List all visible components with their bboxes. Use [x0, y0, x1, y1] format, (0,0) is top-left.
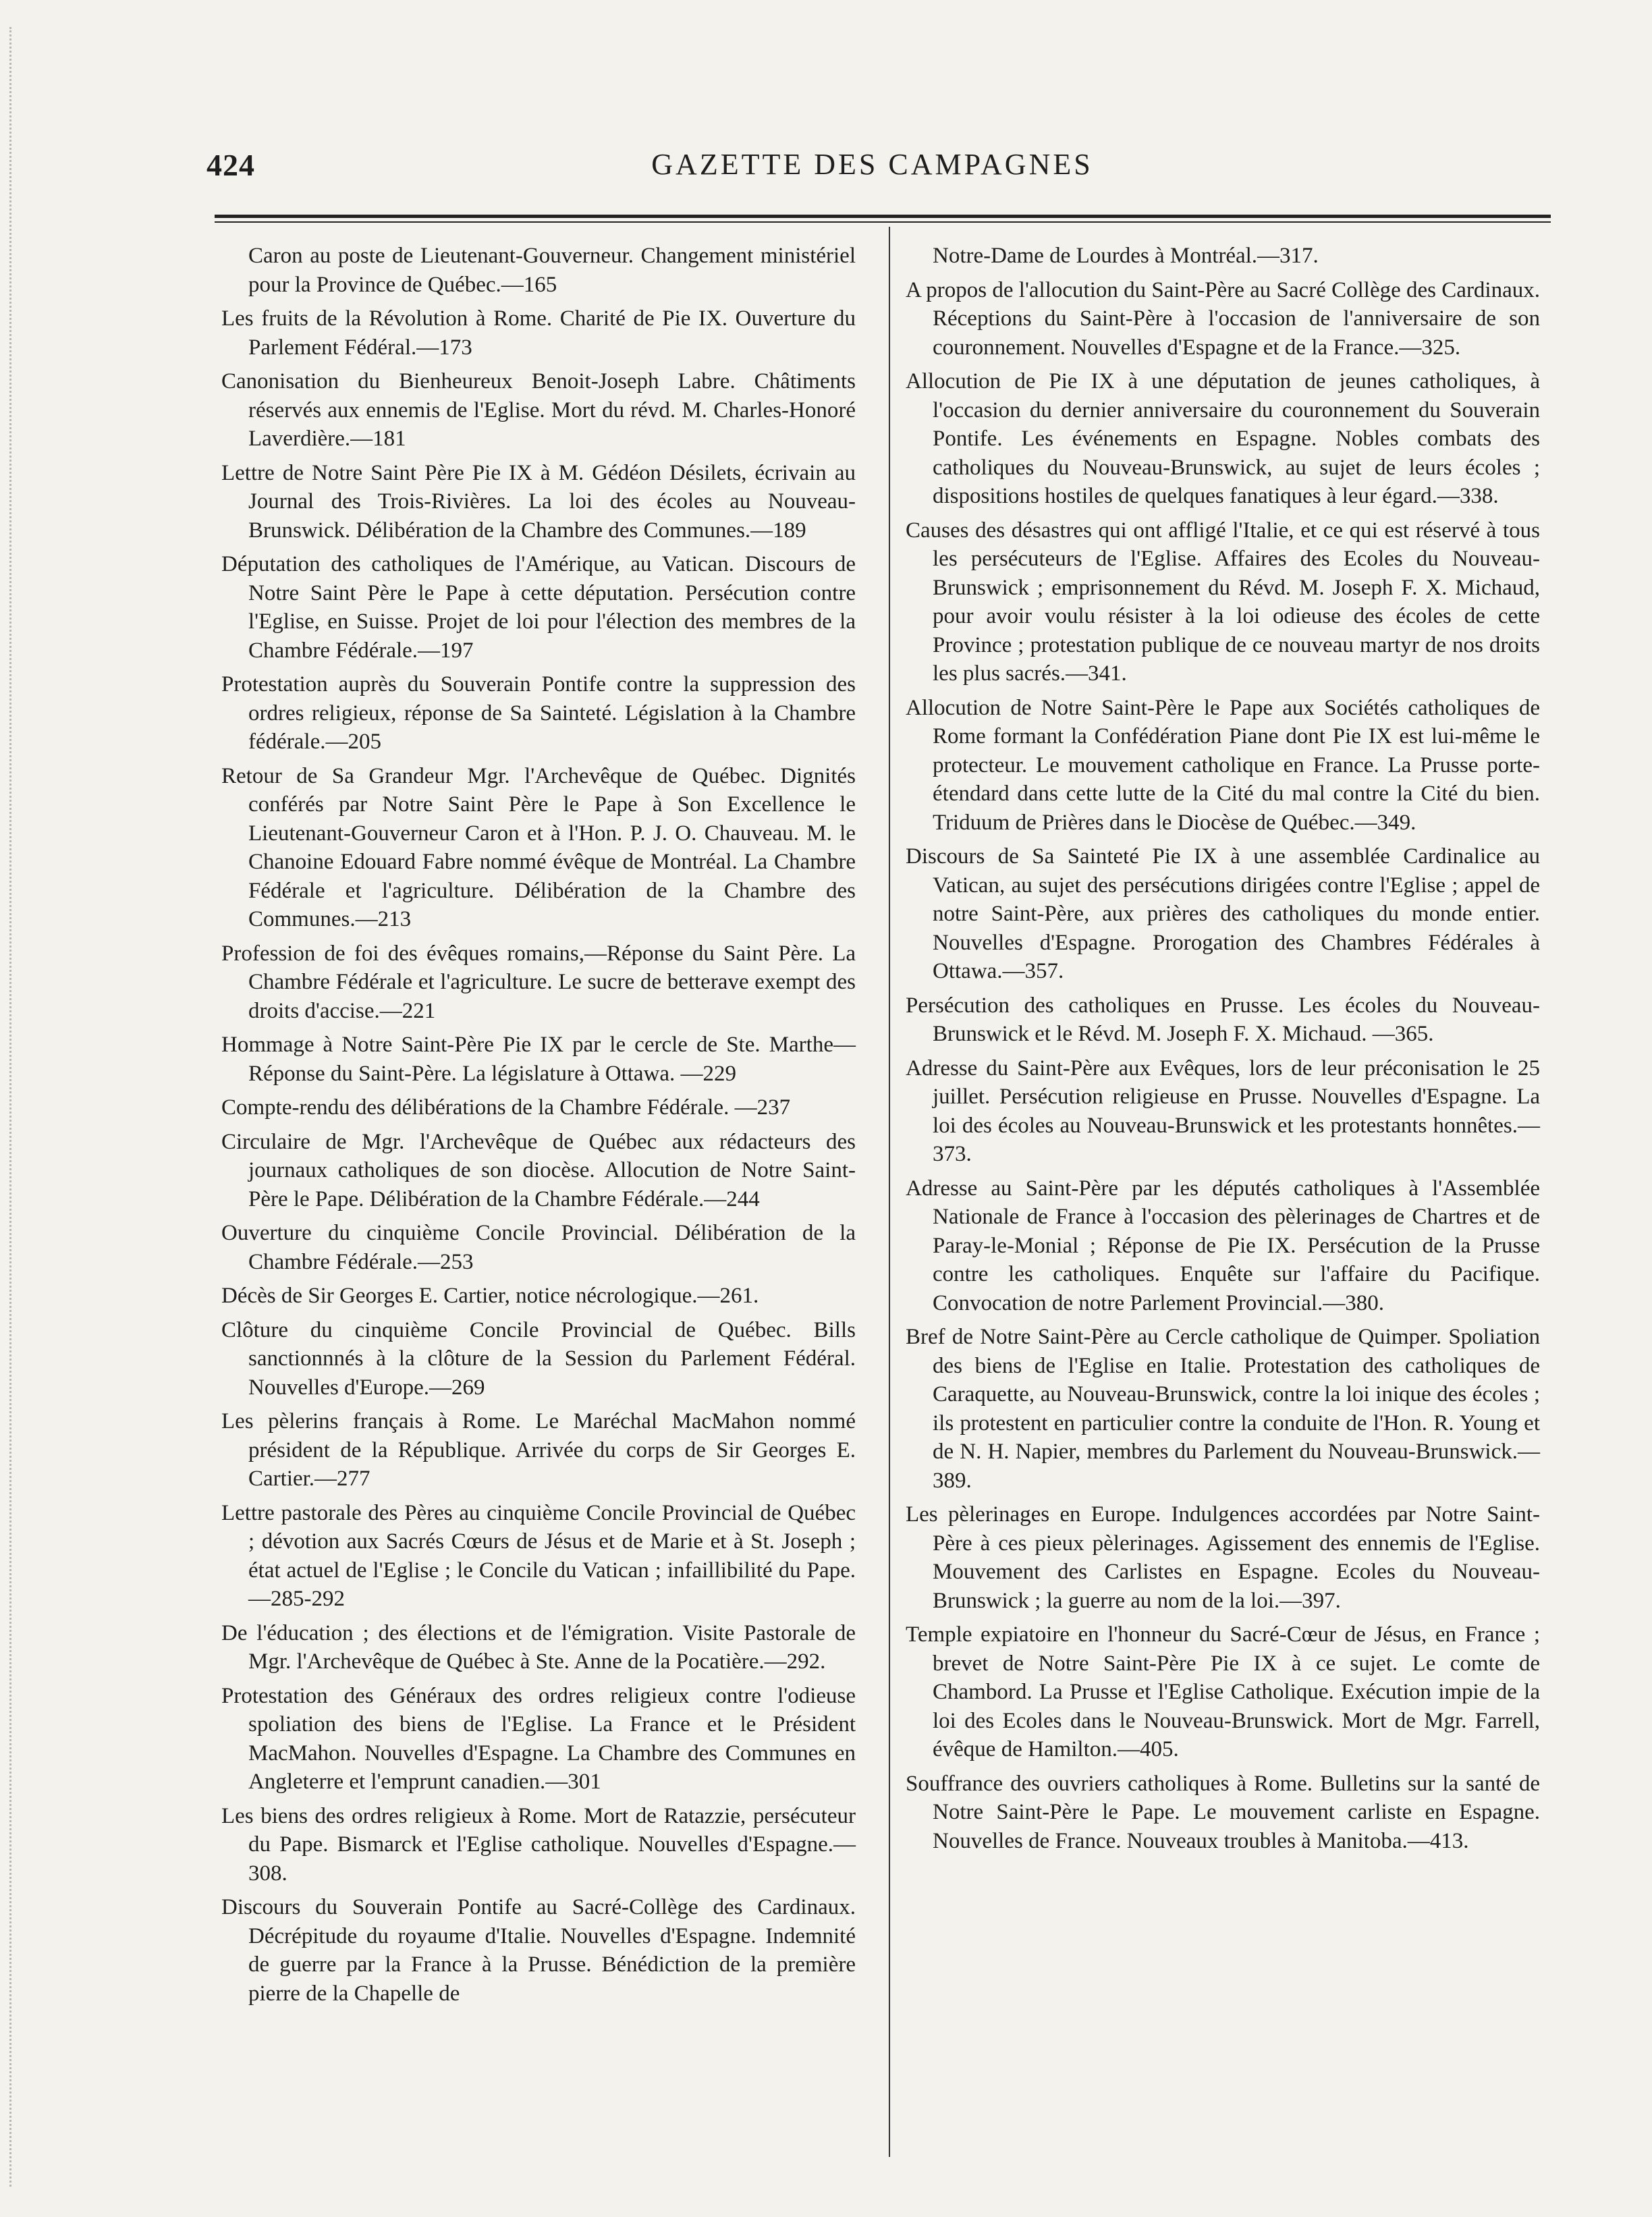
index-entry: Souffrance des ouvriers catholiques à Rome. Bulletins sur la santé de Notre Saint-Père le Pape. Le mouvement carliste en Espagne. Nouvelles de France. Nouveaux troubles à Manitoba.—413. — [906, 1771, 1540, 1853]
running-title: GAZETTE DES CAMPAGNES — [651, 148, 1093, 181]
index-entry: Lettre pastorale des Pères au cinquième Concile Provincial de Québec ; dévotion aux Sacrés Cœurs de Jésus et de Marie et à St. Joseph ; état actuel de l'Eglise ; le Concile du Vatican ; infaillibilité du Pape.—285-292 — [221, 1500, 856, 1611]
index-entry: Lettre de Notre Saint Père Pie IX à M. Gédéon Désilets, écrivain au Journal des Trois-Rivières. La loi des écoles au Nouveau-Brunswick. Délibération de la Chambre des Communes.—189 — [221, 460, 856, 543]
index-entry: Adresse au Saint-Père par les députés catholiques à l'Assemblée Nationale de France à l'occasion des pèlerinages de Chartres et de Paray-le-Monial ; Réponse de Pie IX. Persécution de la Prusse contre les catholiques. Enquête sur l'affaire du Pacifique. Convocation de notre Parlement Provincial.—380. — [906, 1176, 1540, 1315]
index-entry: Allocution de Pie IX à une députation de jeunes catholiques, à l'occasion du dernier anniversaire du couronnement du Souverain Pontife. Les événements en Espagne. Nobles combats des catholiques du Nouveau-Brunswick, au sujet de leurs écoles ; dispositions hostiles de quelques fanatiques à leur égard.—338. — [906, 369, 1540, 508]
index-entry: Les pèlerinages en Europe. Indulgences accordées par Notre Saint-Père à ces pieux pèlerinages. Agissement des ennemis de l'Eglise. Mouvement des Carlistes en Espagne. Ecoles du Nouveau-Brunswick ; la guerre au nom de la loi.—397. — [906, 1502, 1540, 1613]
index-entry: Caron au poste de Lieutenant-Gouverneur. Changement ministériel pour la Province de Québec.—165 — [248, 244, 856, 297]
index-entry: A propos de l'allocution du Saint-Père au Sacré Collège des Cardinaux. Réceptions du Saint-Père à l'occasion de l'anniversaire de son couronnement. Nouvelles d'Espagne et de la France.—325. — [906, 277, 1540, 360]
page-header — [202, 147, 1542, 188]
index-entry: De l'éducation ; des élections et de l'émigration. Visite Pastorale de Mgr. l'Archevêque de Québec à Ste. Anne de la Pocatière.—292. — [221, 1620, 856, 1674]
index-entry: Persécution des catholiques en Prusse. Les écoles du Nouveau-Brunswick et le Révd. M. Joseph F. X. Michaud. —365. — [906, 993, 1540, 1046]
index-entry: Discours du Souverain Pontife au Sacré-Collège des Cardinaux. Décrépitude du royaume d'Italie. Nouvelles d'Espagne. Indemnité de guerre par la France à la Prusse. Bénédiction de la première pierre de la Chapelle de — [221, 1895, 856, 2006]
index-entry: Profession de foi des évêques romains,—Réponse du Saint Père. La Chambre Fédérale et l'agriculture. Le sucre de betterave exempt des droits d'accise.—221 — [221, 941, 856, 1023]
index-entry: Bref de Notre Saint-Père au Cercle catholique de Quimper. Spoliation des biens de l'Eglise en Italie. Protestation des catholiques de Caraquette, au Nouveau-Brunswick, contre la loi inique des écoles ; ils protestent en particulier contre la conduite de l'Hon. R. Young et de N. H. Napier, membres du Parlement du Nouveau-Brunswick.—389. — [906, 1325, 1540, 1493]
index-entry: Les pèlerins français à Rome. Le Maréchal MacMahon nommé président de la République. Arrivée du corps de Sir Georges E. Cartier.—277 — [221, 1409, 856, 1491]
column-divider — [889, 227, 890, 2157]
header-rule-thin — [215, 221, 1551, 223]
index-entry: Causes des désastres qui ont affligé l'Italie, et ce qui est réservé à tous les persécuteurs de l'Eglise. Affaires des Ecoles du Nouveau-Brunswick ; emprisonnement du Révd. M. Joseph F. X. Michaud, pour avoir voulu résister à la loi odieuse des écoles de cette Province ; protestation publique de ce nouveau martyr de nos droits les plus sacrés.—341. — [906, 518, 1540, 686]
index-entry: Décès de Sir Georges E. Cartier, notice nécrologique.—261. — [221, 1284, 759, 1308]
index-entry: Clôture du cinquième Concile Provincial de Québec. Bills sanctionnnés à la clôture de la Session du Parlement Fédéral. Nouvelles d'Europe.—269 — [221, 1317, 856, 1400]
index-entry: Circulaire de Mgr. l'Archevêque de Québec aux rédacteurs des journaux catholiques de son diocèse. Allocution de Notre Saint-Père le Pape. Délibération de la Chambre Fédérale.—244 — [221, 1129, 856, 1211]
index-entry: Ouverture du cinquième Concile Provincial. Délibération de la Chambre Fédérale.—253 — [221, 1221, 856, 1274]
index-entry: Notre-Dame de Lourdes à Montréal.—317. — [933, 244, 1319, 268]
index-entry: Retour de Sa Grandeur Mgr. l'Archevêque de Québec. Dignités conférés par Notre Saint Père le Pape à Son Excellence le Lieutenant-Gouverneur Caron et à l'Hon. P. J. O. Chauveau. M. le Chanoine Edouard Fabre nommé évêque de Montréal. La Chambre Fédérale et l'agriculture. Délibération de la Chambre des Communes.—213 — [221, 763, 856, 931]
left-column — [221, 242, 856, 2013]
index-entry: Hommage à Notre Saint-Père Pie IX par le cercle de Ste. Marthe—Réponse du Saint-Père. La législature à Ottawa. —229 — [221, 1033, 856, 1086]
right-column — [906, 242, 1540, 1861]
index-entry: Protestation des Généraux des ordres religieux contre l'odieuse spoliation des biens de l'Eglise. La France et le Président MacMahon. Nouvelles d'Espagne. La Chambre des Communes en Angleterre et l'emprunt canadien.—301 — [221, 1683, 856, 1794]
index-entry: Temple expiatoire en l'honneur du Sacré-Cœur de Jésus, en France ; brevet de Notre Saint-Père Pie IX à ce sujet. Le comte de Chambord. La Prusse et l'Eglise Catholique. Exécution impie de la loi des Ecoles dans le Nouveau-Brunswick. Mort de Mgr. Farrell, évêque de Hamilton.—405. — [906, 1622, 1540, 1761]
page-number: 424 — [206, 148, 255, 182]
index-entry: Compte-rendu des délibérations de la Chambre Fédérale. —237 — [221, 1095, 791, 1120]
index-entry: Protestation auprès du Souverain Pontife contre la suppression des ordres religieux, réponse de Sa Sainteté. Législation à la Chambre fédérale.—205 — [221, 672, 856, 754]
header-rule — [215, 215, 1551, 218]
index-entry: Allocution de Notre Saint-Père le Pape aux Sociétés catholiques de Rome formant la Confédération Piane dont Pie IX est lui-même le protecteur. Le mouvement catholique en France. La Prusse porte-étendard dans cette lutte de la Cité du mal contre la Cité du bien. Triduum de Prières dans le Diocèse de Québec.—349. — [906, 695, 1540, 835]
index-entry: Les biens des ordres religieux à Rome. Mort de Ratazzie, persécuteur du Pape. Bismarck et l'Eglise catholique. Nouvelles d'Espagne.—308. — [221, 1803, 856, 1886]
index-entry: Les fruits de la Révolution à Rome. Charité de Pie IX. Ouverture du Parlement Fédéral.—173 — [221, 306, 856, 360]
binding-gutter — [9, 27, 18, 2187]
index-entry: Canonisation du Bienheureux Benoit-Joseph Labre. Châtiments réservés aux ennemis de l'Eglise. Mort du révd. M. Charles-Honoré Laverdière.—181 — [221, 369, 856, 451]
index-entry: Députation des catholiques de l'Amérique, au Vatican. Discours de Notre Saint Père le Pape à cette députation. Persécution contre l'Eglise, en Suisse. Projet de loi pour l'élection des membres de la Chambre Fédérale.—197 — [221, 552, 856, 663]
index-entry: Adresse du Saint-Père aux Evêques, lors de leur préconisation le 25 juillet. Persécution religieuse en Prusse. Nouvelles d'Espagne. La loi des écoles au Nouveau-Brunswick et les protestants honnêtes.—373. — [906, 1056, 1540, 1166]
index-entry: Discours de Sa Sainteté Pie IX à une assemblée Cardinalice au Vatican, au sujet des persécutions dirigées contre l'Eglise ; appel de notre Saint-Père, aux prières des catholiques du monde entier. Nouvelles d'Espagne. Prorogation des Chambres Fédérales à Ottawa.—357. — [906, 844, 1540, 983]
